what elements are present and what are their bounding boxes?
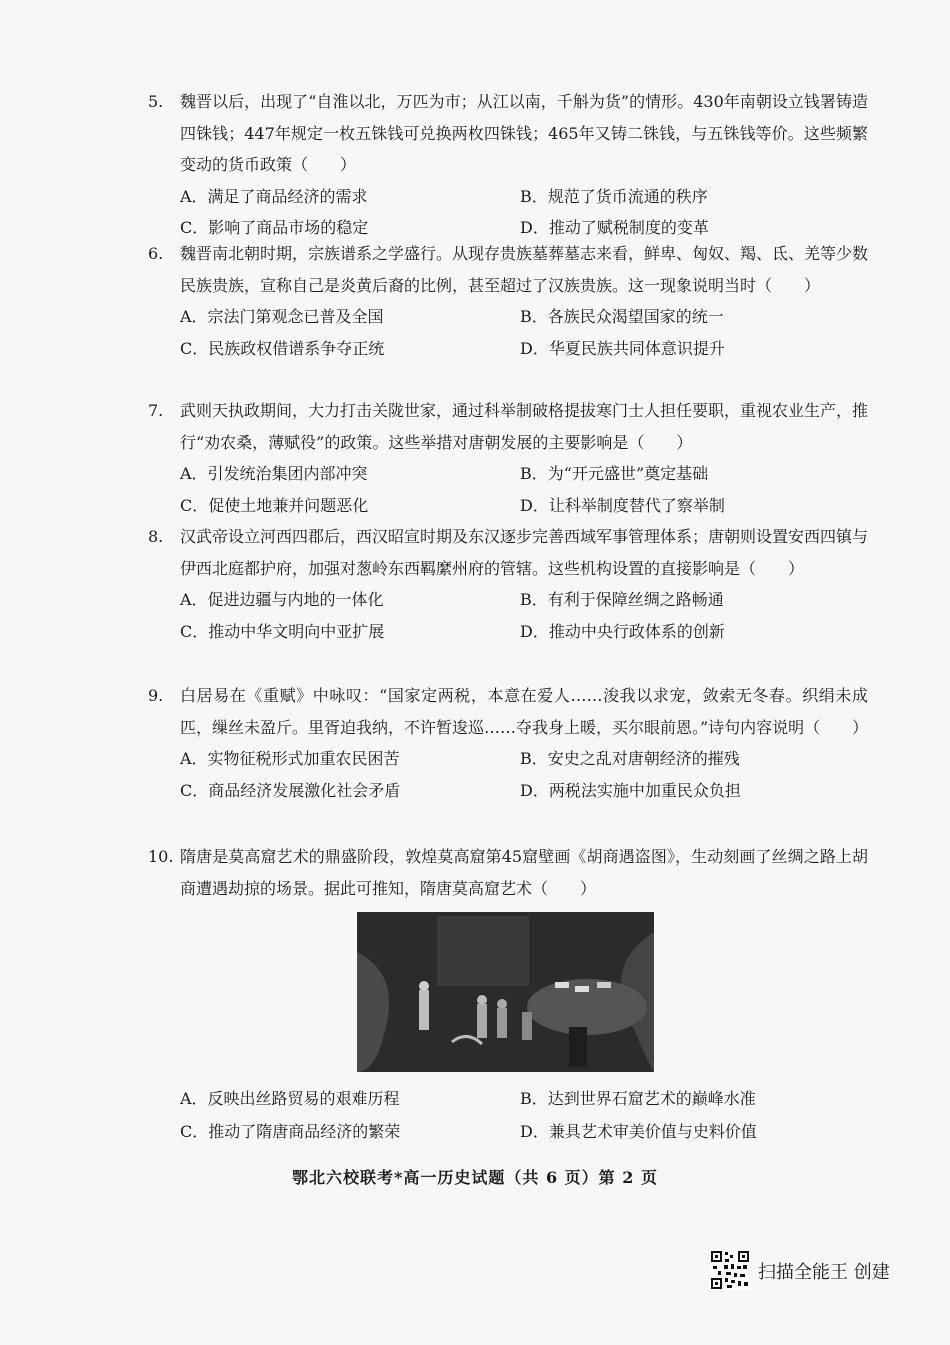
option-c: C．影响了商品市场的稳定 (180, 218, 369, 237)
option-d: D．让科举制度替代了察举制 (520, 495, 725, 515)
option-b: B．达到世界石窟艺术的巅峰水准 (520, 1089, 756, 1108)
option-b: B．各族民众渴望国家的统一 (520, 307, 724, 326)
option-a: A．反映出丝路贸易的艰难历程 (180, 1089, 400, 1108)
question-8 (148, 521, 868, 647)
question-stem: 武则天执政期间，大力打击关陇世家，通过科举制破格提拔寒门士人担任要职，重视农业生产，推行“劝农桑，薄赋役”的政策。这些举措对唐朝发展的主要影响是（ ） (180, 401, 869, 452)
mural-painting-image (357, 912, 654, 1072)
question-stem: 魏晋南北朝时期，宗族谱系之学盛行。从现存贵族墓葬墓志来看，鲜卑、匈奴、羯、氐、羌等少数民族贵族，宣称自己是炎黄后裔的比例，甚至超过了汉族贵族。这一现象说明当时（ ） (180, 244, 869, 295)
option-c: C．推动中华文明向中亚扩展 (180, 621, 385, 641)
page-footer: 鄂北六校联考*高一历史试题（共 6 页）第 2 页 (292, 1168, 658, 1187)
question-9 (148, 680, 868, 806)
option-a: A．实物征税形式加重农民困苦 (180, 749, 400, 768)
question-stem: 隋唐是莫高窟艺术的鼎盛阶段，敦煌莫高窟第45窟壁画《胡商遇盗图》，生动刻画了丝绸之路上胡商遭遇劫掠的场景。据此可推知，隋唐莫高窟艺术（ ） (180, 847, 868, 898)
option-b: B．规范了货币流通的秩序 (520, 186, 708, 206)
option-d: D．两税法实施中加重民众负担 (520, 780, 741, 800)
options (180, 458, 868, 521)
question-7 (148, 395, 868, 521)
option-a: A．满足了商品经济的需求 (180, 186, 368, 206)
options (180, 584, 868, 647)
option-b: B．有利于保障丝绸之路畅通 (520, 590, 724, 609)
question-6 (148, 238, 868, 364)
option-d: D．兼具艺术审美价值与史料价值 (520, 1122, 757, 1141)
question-number: 7. (148, 401, 164, 420)
option-a: A．促进边疆与内地的一体化 (180, 590, 384, 609)
question-number: 6. (148, 244, 164, 263)
question-number: 9. (148, 686, 164, 705)
option-a: A．宗法门第观念已普及全国 (180, 307, 384, 326)
question-number: 5. (148, 92, 164, 111)
options (180, 743, 868, 806)
options (180, 1082, 868, 1148)
options (180, 181, 868, 244)
option-c: C．促使土地兼并问题恶化 (180, 495, 369, 515)
question-stem: 汉武帝设立河西四郡后，西汉昭宣时期及东汉逐步完善西域军事管理体系；唐朝则设置安西四镇与伊西北庭都护府，加强对葱岭东西羁縻州府的管辖。这些机构设置的直接影响是（ ） (180, 527, 869, 578)
question-stem: 魏晋以后，出现了“自淮以北，万匹为市；从江以南，千斛为货”的情形。430年南朝设立钱署铸造四铢钱；447年规定一枚五铢钱可兑换两枚四铢钱；465年又铸二铢钱，与五铢钱等价。这些频繁变动的货币政策（ ） (180, 92, 868, 174)
scanner-label: 扫描全能王 创建 (758, 1262, 890, 1283)
option-d: D．推动了赋税制度的变革 (520, 218, 709, 237)
option-b: B．安史之乱对唐朝经济的摧残 (520, 749, 740, 768)
option-d: D．华夏民族共同体意识提升 (520, 338, 725, 358)
mural-illustration (357, 912, 654, 1072)
qr-code-icon (710, 1250, 750, 1290)
option-d: D．推动中央行政体系的创新 (520, 621, 725, 641)
scanner-watermark (710, 1248, 920, 1292)
question-number: 10. (148, 847, 174, 866)
option-c: C．民族政权借谱系争夺正统 (180, 338, 385, 358)
option-b: B．为“开元盛世”奠定基础 (520, 464, 709, 483)
option-a: A．引发统治集团内部冲突 (180, 464, 368, 483)
question-number: 8. (148, 527, 164, 546)
question-5 (148, 86, 868, 244)
question-stem: 白居易在《重赋》中咏叹：“国家定两税，本意在爱人……浚我以求宠，敛索无冬春。织绢未成匹，缫丝未盈斤。里胥迫我纳，不许暂逡巡……夺我身上暖，买尔眼前恩。”诗句内容说明（ ） (180, 686, 869, 737)
question-10-options (148, 1082, 868, 1148)
question-10 (148, 841, 868, 904)
option-c: C．商品经济发展激化社会矛盾 (180, 780, 401, 800)
option-c: C．推动了隋唐商品经济的繁荣 (180, 1122, 401, 1141)
options (180, 301, 868, 364)
